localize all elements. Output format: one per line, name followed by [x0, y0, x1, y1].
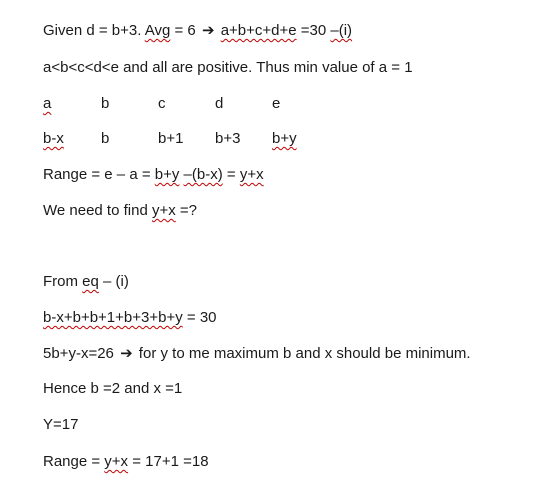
value-cell-d: b+3 — [215, 130, 241, 147]
final-result: = 17+1 =18 — [128, 453, 209, 470]
variable-header-row — [0, 95, 537, 113]
header-cell-c: c — [158, 95, 166, 112]
right-arrow-icon: ➔ — [120, 345, 133, 362]
variable-value-row — [0, 130, 537, 148]
given-line — [43, 22, 352, 40]
sum-terms: b-x+b+b+1+b+3+b+y — [43, 309, 183, 326]
header-cell-a: a — [43, 95, 52, 112]
find-expression: y+x — [151, 202, 176, 219]
ordering-line: a<b<c<d<e and all are positive. Thus min value of a = 1 — [43, 59, 413, 76]
equals-text: = — [222, 166, 240, 183]
eq-text: eq — [82, 273, 99, 290]
header-cell-e: e — [272, 95, 281, 112]
sum-value-text: =30 — [296, 22, 331, 39]
condition-text: for y to me maximum b and x should be minimum. — [134, 345, 471, 362]
equation-label: –(i) — [330, 22, 353, 39]
range-term-a: –(b-x) — [183, 166, 223, 183]
y-value-line: Y=17 — [43, 416, 79, 433]
value-cell-a: b-x — [43, 130, 64, 147]
header-cell-b: b — [101, 95, 110, 112]
sum-expression: a+b+c+d+e — [220, 22, 297, 39]
find-question: =? — [175, 202, 198, 219]
eq-label: – (i) — [98, 273, 129, 290]
value-cell-b: b — [101, 130, 110, 147]
value-cell-e: b+y — [272, 130, 297, 147]
right-arrow-icon: ➔ — [201, 22, 215, 39]
final-expression: y+x — [104, 453, 129, 470]
find-text: We need to find — [43, 202, 152, 219]
final-range-label: Range = — [43, 453, 105, 470]
hence-line: Hence b =2 and x =1 — [43, 380, 183, 397]
avg-text: Avg — [144, 22, 171, 39]
range-result: y+x — [239, 166, 264, 183]
range-label: Range = e – a = — [43, 166, 155, 183]
simplified-line — [43, 345, 471, 363]
range-term-e: b+y — [154, 166, 180, 183]
find-line — [43, 202, 197, 220]
avg-value-text: = 6 — [170, 22, 200, 39]
value-cell-c: b+1 — [158, 130, 184, 147]
sum-equals: = 30 — [182, 309, 217, 326]
header-cell-d: d — [215, 95, 224, 112]
from-eq-line — [43, 273, 129, 291]
range-line — [43, 166, 264, 184]
from-text: From — [43, 273, 83, 290]
given-text: Given d = b+3. — [43, 22, 145, 39]
final-range-line — [43, 453, 209, 471]
sum-line — [43, 309, 217, 327]
simplified-equation: 5b+y-x=26 — [43, 345, 119, 362]
